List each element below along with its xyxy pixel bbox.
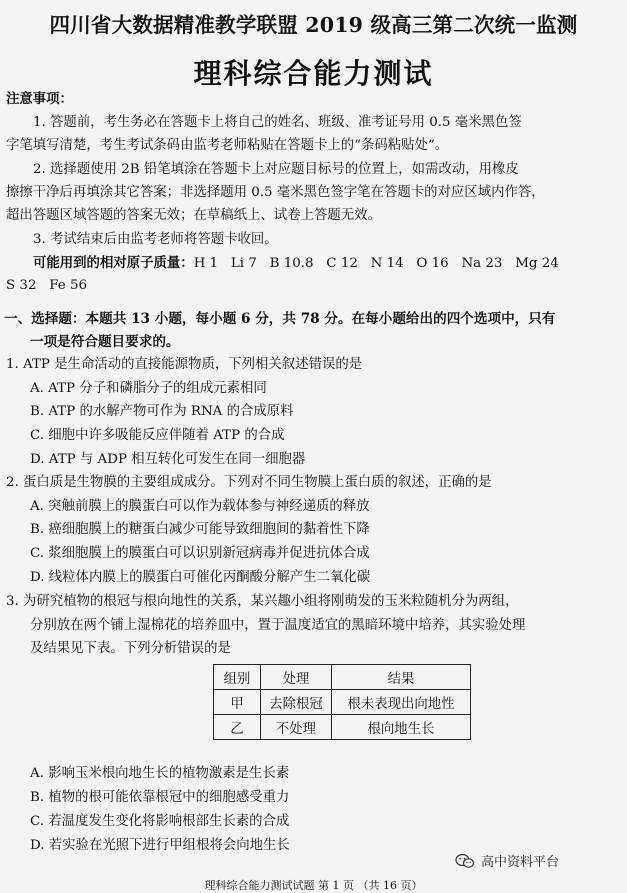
- notice-item-1-line-1: 1. 答题前，考生务必在答题卡上将自己的姓名、班级、准考证号用 0.5 毫米黑色签: [33, 115, 522, 130]
- table-cell: 去除根冠: [261, 690, 332, 715]
- watermark-text: 高中资料平台: [481, 855, 560, 870]
- notice-item-3: 3. 考试结束后由监考老师将答题卡收回。: [33, 232, 278, 247]
- notice-heading: 注意事项：: [6, 91, 73, 107]
- notice-item-2-line-2: 擦擦干净后再填涂其它答案；非选择题用 0.5 毫米黑色签字笔在答题卡的对应区域内作答，: [6, 185, 545, 200]
- exam-title: 四川省大数据精准教学联盟 2019 级高三第二次统一监测: [49, 13, 578, 37]
- question-1-option-c: C. 细胞中许多吸能反应伴随着 ATP 的合成: [30, 428, 285, 443]
- question-1-stem: 1. ATP 是生命活动的直接能源物质，下列相关叙述错误的是: [6, 357, 363, 372]
- question-1-option-b: B. ATP 的水解产物可作为 RNA 的合成原料: [30, 404, 294, 419]
- watermark: [455, 851, 559, 870]
- question-1-option-d: D. ATP 与 ADP 相互转化可发生在同一细胞器: [30, 452, 306, 467]
- table-cell: 甲: [214, 690, 261, 715]
- notice-item-2-line-3: 超出答题区域答题的答案无效；在草稿纸上、试卷上答题无效。: [6, 208, 381, 223]
- question-3-stem-line-1: 3. 为研究植物的根冠与根向地性的关系，某兴趣小组将刚萌发的玉米粒随机分为两组，: [6, 594, 519, 609]
- question-3-option-a: A. 影响玉米根向地生长的植物激素是生长素: [30, 766, 290, 781]
- question-2-option-b: B. 癌细胞膜上的糖蛋白减少可能导致细胞间的黏着性下降: [30, 522, 370, 537]
- question-3-stem-line-3: 及结果见下表。下列分析错误的是: [30, 641, 231, 656]
- page-footer: 理科综合能力测试试题 第 1 页 （共 16 页）: [204, 879, 423, 892]
- table-header-cell: 组别: [214, 665, 261, 690]
- question-1-option-a: A. ATP 分子和磷脂分子的组成元素相同: [30, 381, 267, 396]
- table-header-cell: 处理: [261, 665, 332, 690]
- table-header-cell: 结果: [332, 665, 471, 690]
- table-row: [214, 690, 471, 715]
- notice-item-2-line-1: 2. 选择题使用 2B 铅笔填涂在答题卡上对应题目标号的位置上，如需改动，用橡皮: [33, 162, 519, 177]
- table-cell: 不处理: [261, 715, 332, 740]
- question-3-option-d: D. 若实验在光照下进行甲组根将会向地生长: [30, 838, 290, 853]
- question-3-option-b: B. 植物的根可能依靠根冠中的细胞感受重力: [30, 790, 290, 805]
- question-2-option-c: C. 浆细胞膜上的膜蛋白可以识别新冠病毒并促进抗体合成: [30, 546, 370, 561]
- question-3-option-c: C. 若温度发生变化将影响根部生长素的合成: [30, 814, 290, 829]
- question-2-stem: 2. 蛋白质是生物膜的主要组成成分。下列对不同生物膜上蛋白质的叙述，正确的是: [6, 475, 492, 490]
- table-cell: 乙: [214, 715, 261, 740]
- table-cell: 根未表现出向地性: [332, 690, 471, 715]
- table-cell: 根向地生长: [332, 715, 471, 740]
- section-heading-line-2: 一项是符合题目要求的。: [30, 334, 180, 350]
- atomic-mass-line: [33, 254, 627, 273]
- question-2-option-a: A. 突触前膜上的膜蛋白可以作为载体参与神经递质的释放: [30, 499, 370, 514]
- table-row: [214, 715, 471, 740]
- question-3-stem-line-2: 分别放在两个铺上湿棉花的培养皿中，置于温度适宜的黑暗环境中培养，其实验处理: [30, 618, 526, 633]
- wechat-icon: [455, 853, 475, 869]
- results-table: [213, 664, 471, 740]
- atomic-mass-label: 可能用到的相对原子质量：: [33, 255, 194, 271]
- atomic-mass-values: H 1 Li 7 B 10.8 C 12 N 14 O 16 Na 23 Mg 24: [193, 256, 559, 271]
- exam-subtitle: 理科综合能力测试: [193, 57, 434, 90]
- section-heading-line-1: 一、选择题：本题共 13 小题，每小题 6 分，共 78 分。在每小题给出的四个选项中，只有: [4, 311, 556, 327]
- atomic-mass-values-2: S 32 Fe 56: [6, 278, 88, 293]
- notice-item-1-line-2: 字笔填写清楚，考生考试条码由监考老师粘贴在答题卡上的“条码粘贴处”。: [6, 138, 449, 153]
- question-2-option-d: D. 线粒体内膜上的膜蛋白可催化丙酮酸分解产生二氧化碳: [30, 570, 371, 585]
- table-header-row: [214, 665, 471, 690]
